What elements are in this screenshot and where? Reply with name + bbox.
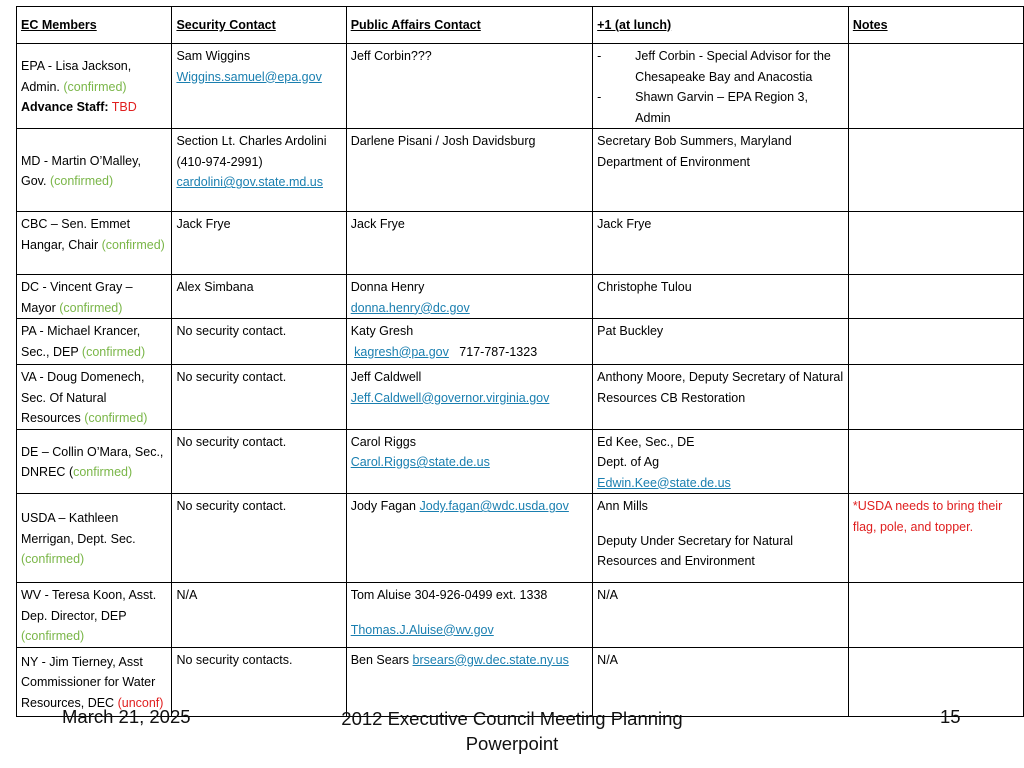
notes-cell — [848, 212, 1023, 275]
member-name: CBC – Sen. Emmet Hangar, Chair — [21, 217, 131, 252]
public-affairs-cell — [346, 275, 592, 319]
security-cell — [172, 129, 346, 212]
plus-one-cell — [593, 583, 849, 648]
notes-cell — [848, 365, 1023, 430]
member-name: PA - Michael Krancer, Sec., DEP — [21, 324, 141, 359]
list-dash: - — [597, 49, 602, 63]
list-item — [597, 46, 845, 87]
table-row — [17, 583, 1024, 648]
security-cell — [172, 275, 346, 319]
plus-one-cell — [593, 365, 849, 430]
member-name: NY - Jim Tierney, Asst Commissioner for Water Resources, DEC — [21, 654, 156, 710]
member-cell — [17, 212, 172, 275]
usda-flag-note: *USDA needs to bring their flag, pole, and topper. — [852, 499, 1003, 534]
security-name: No security contact. — [176, 499, 287, 513]
member-name: WV - Teresa Koon, Asst. Dep. Director, DEP — [21, 588, 157, 623]
public-affairs-email-link[interactable]: Jody.fagan@wdc.usda.gov — [419, 499, 569, 513]
public-affairs-email-link[interactable]: kagresh@pa.gov — [354, 344, 449, 359]
plus-one-name: Secretary Bob Summers, Maryland Department of Environment — [597, 134, 792, 169]
table-row — [17, 365, 1024, 430]
member-status: (confirmed) — [81, 344, 146, 359]
plus-one-item: Jeff Corbin - Special Advisor for the Chesapeake Bay and Anacostia — [635, 49, 831, 84]
public-affairs-cell — [346, 494, 592, 583]
footer-date: March 21, 2025 — [62, 706, 191, 727]
table-row — [17, 494, 1024, 583]
table-row — [17, 44, 1024, 129]
public-affairs-cell — [346, 212, 592, 275]
plus-one-cell — [593, 129, 849, 212]
security-name: N/A — [176, 588, 198, 602]
header-ec-members: EC Members — [17, 7, 172, 44]
member-cell — [17, 129, 172, 212]
public-affairs-name: Ben Sears — [350, 652, 410, 667]
member-status: (confirmed) — [59, 300, 123, 315]
member-name: VA - Doug Domenech, Sec. Of Natural Resources — [21, 370, 145, 425]
security-cell — [172, 44, 346, 129]
public-affairs-cell — [346, 129, 592, 212]
member-status: (unconf) — [117, 695, 164, 710]
plus-one-name: N/A — [597, 588, 619, 602]
public-affairs-name: Katy Gresh — [350, 324, 414, 338]
security-cell — [172, 365, 346, 430]
public-affairs-name: Jody Fagan — [350, 499, 417, 513]
security-cell — [172, 319, 346, 365]
plus-one-name: Christophe Tulou — [597, 280, 692, 294]
member-name: DE – Collin O’Mara, Sec., DNREC — [21, 444, 164, 480]
security-cell — [172, 647, 346, 716]
advance-staff-label: Advance Staff: — [21, 100, 109, 115]
notes-cell — [848, 494, 1023, 583]
footer-page-number: 15 — [940, 706, 961, 727]
plus-one-name: Jack Frye — [597, 217, 652, 231]
security-name: Jack Frye — [176, 217, 231, 231]
member-status: (confirmed) — [21, 629, 85, 643]
member-name: EPA - Lisa Jackson, Admin. — [21, 59, 132, 94]
plus-one-title: Deputy Under Secretary for Natural Resources and Environment — [597, 533, 794, 568]
member-status: (confirmed) — [49, 174, 114, 188]
member-cell — [17, 44, 172, 129]
public-affairs-email-link[interactable]: donna.henry@dc.gov — [350, 300, 470, 315]
security-email-link[interactable]: cardolini@gov.state.md.us — [176, 175, 323, 189]
table-row — [17, 129, 1024, 212]
security-cell — [172, 429, 346, 494]
plus-one-cell — [593, 319, 849, 365]
public-affairs-email-link[interactable]: Jeff.Caldwell@governor.virginia.gov — [350, 390, 550, 405]
header-plus-one: +1 (at lunch) — [593, 7, 849, 44]
public-affairs-name: Jeff Caldwell — [350, 370, 422, 384]
table-header-row — [17, 7, 1024, 44]
table-row — [17, 429, 1024, 494]
public-affairs-cell — [346, 365, 592, 430]
plus-one-cell — [593, 212, 849, 275]
security-cell — [172, 583, 346, 648]
plus-one-cell — [593, 275, 849, 319]
member-cell — [17, 365, 172, 430]
member-name: MD - Martin O’Malley, Gov. — [21, 153, 141, 188]
advance-staff-value: TBD — [111, 100, 137, 115]
security-cell — [172, 212, 346, 275]
security-name: Section Lt. Charles Ardolini — [176, 134, 327, 148]
plus-one-dept: Dept. of Ag — [597, 455, 660, 469]
public-affairs-name: Darlene Pisani / Josh Davidsburg — [350, 134, 536, 148]
public-affairs-cell — [346, 44, 592, 129]
header-security-contact: Security Contact — [172, 7, 346, 44]
public-affairs-email-link[interactable]: Thomas.J.Aluise@wv.gov — [350, 622, 494, 637]
table-row — [17, 212, 1024, 275]
public-affairs-cell — [346, 583, 592, 648]
member-cell — [17, 494, 172, 583]
plus-one-name: Anthony Moore, Deputy Secretary of Natural Resources CB Restoration — [597, 370, 844, 405]
footer-title: 2012 Executive Council Meeting Planning Powerpoint — [341, 708, 683, 754]
notes-cell — [848, 44, 1023, 129]
notes-cell — [848, 275, 1023, 319]
member-name: USDA – Kathleen Merrigan, Dept. Sec. — [21, 511, 136, 546]
plus-one-email-link[interactable]: Edwin.Kee@state.de.us — [597, 475, 731, 490]
security-name: No security contact. — [176, 370, 287, 384]
public-affairs-phone: 717-787-1323 — [459, 344, 538, 359]
security-cell — [172, 494, 346, 583]
member-cell — [17, 429, 172, 494]
public-affairs-name: Tom Aluise 304-926-0499 ext. 1338 — [350, 588, 548, 602]
member-cell — [17, 319, 172, 365]
security-email-link[interactable]: Wiggins.samuel@epa.gov — [176, 69, 322, 84]
header-notes: Notes — [848, 7, 1023, 44]
plus-one-cell — [593, 429, 849, 494]
plus-one-cell — [593, 494, 849, 583]
plus-one-item: Shawn Garvin – EPA Region 3, Admin — [635, 90, 808, 125]
member-status: confirmed) — [73, 465, 133, 480]
security-name: No security contacts. — [176, 652, 293, 667]
public-affairs-cell — [346, 319, 592, 365]
member-cell — [17, 275, 172, 319]
table-row — [17, 319, 1024, 365]
security-name: No security contact. — [176, 434, 287, 449]
security-name: Sam Wiggins — [176, 49, 251, 63]
public-affairs-email-link[interactable]: brsears@gw.dec.state.ny.us — [412, 652, 569, 667]
plus-one-name: N/A — [597, 652, 619, 667]
plus-one-name: Ann Mills — [597, 499, 648, 513]
member-status-open: ( — [68, 465, 74, 480]
public-affairs-name: Jack Frye — [350, 217, 405, 231]
header-public-affairs-contact: Public Affairs Contact — [346, 7, 592, 44]
ec-contacts-table — [16, 6, 1024, 717]
public-affairs-name: Jeff Corbin??? — [350, 49, 432, 63]
member-name: DC - Vincent Gray – Mayor — [21, 280, 133, 315]
list-dash: - — [597, 90, 602, 104]
plus-one-name: Ed Kee, Sec., DE — [597, 434, 695, 449]
public-affairs-name: Carol Riggs — [350, 434, 416, 449]
plus-one-name: Pat Buckley — [597, 324, 664, 338]
member-cell — [17, 583, 172, 648]
plus-one-cell — [593, 44, 849, 129]
member-status: (confirmed) — [84, 411, 148, 425]
public-affairs-name: Donna Henry — [350, 280, 425, 294]
member-status: (confirmed) — [21, 552, 85, 567]
notes-cell — [848, 583, 1023, 648]
notes-cell — [848, 319, 1023, 365]
member-status: (confirmed) — [63, 79, 127, 94]
security-phone: (410-974-2991) — [176, 154, 263, 169]
security-name: No security contact. — [176, 324, 287, 338]
table-row — [17, 275, 1024, 319]
notes-cell — [848, 429, 1023, 494]
public-affairs-email-link[interactable]: Carol.Riggs@state.de.us — [350, 455, 490, 469]
notes-cell — [848, 647, 1023, 716]
security-name: Alex Simbana — [176, 280, 254, 294]
list-item — [597, 87, 845, 128]
public-affairs-cell — [346, 429, 592, 494]
notes-cell — [848, 129, 1023, 212]
member-status: (confirmed) — [101, 237, 165, 252]
